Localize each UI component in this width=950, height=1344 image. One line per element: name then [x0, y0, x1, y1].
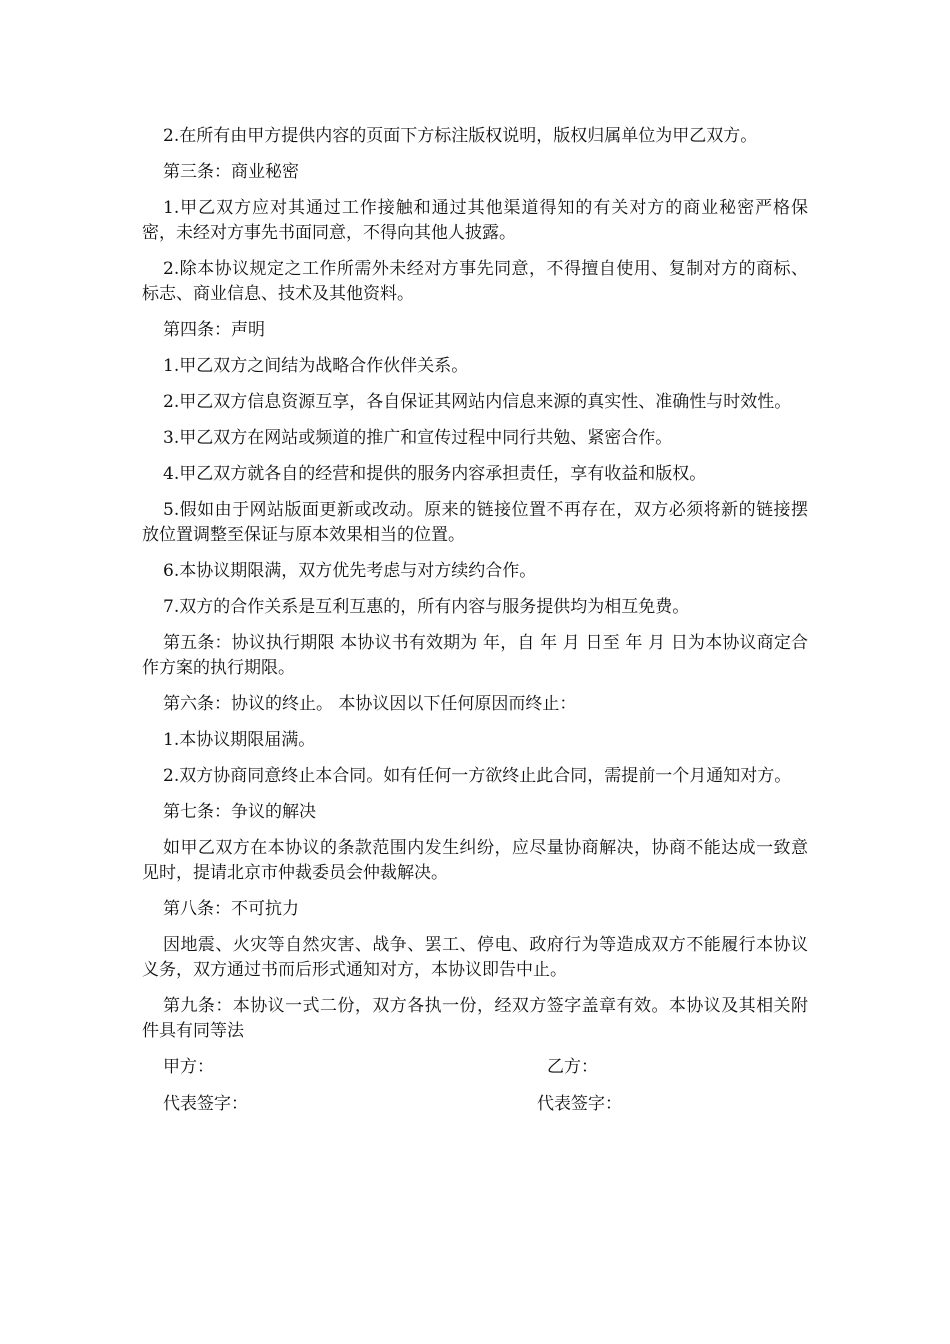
paragraph-mutual-termination: 2.双方协商同意终止本合同。如有任何一方欲终止此合同，需提前一个月通知对方。: [163, 766, 792, 786]
paragraph-force-majeure: 因地震、火灾等自然灾害、战争、罢工、停电、政府行为等造成双方不能履行本协议义务，双方通过书而后形式通知对方，本协议即告中止。: [142, 935, 808, 980]
article-6-termination: 第六条：协议的终止。 本协议因以下任何原因而终止：: [163, 694, 577, 714]
article-7-heading: 第七条：争议的解决: [163, 802, 316, 822]
paragraph-no-unauthorized-use: 2.除本协议规定之工作所需外未经对方事先同意，不得擅自使用、复制对方的商标、标志、商业信息、技术及其他资料。: [142, 259, 808, 304]
document-page: [142, 124, 808, 1129]
article-3-heading: 第三条：商业秘密: [163, 162, 299, 182]
party-b-label: 乙方：: [547, 1057, 598, 1077]
article-5-term: 第五条：协议执行期限 本协议书有效期为 年，自 年 月 日至 年 月 日为本协议商定合作方案的执行期限。: [142, 633, 808, 678]
article-4-heading: 第四条：声明: [163, 320, 265, 340]
representative-b-label: 代表签字：: [537, 1094, 622, 1114]
paragraph-mutual-benefit: 7.双方的合作关系是互利互惠的，所有内容与服务提供均为相互免费。: [163, 597, 690, 617]
paragraph-responsibility: 4.甲乙双方就各自的经营和提供的服务内容承担责任，享有收益和版权。: [163, 464, 707, 484]
paragraph-link-adjustment: 5.假如由于网站版面更新或改动。原来的链接位置不再存在，双方必须将新的链接摆放位置调整至保证与原本效果相当的位置。: [142, 500, 808, 545]
paragraph-term-expiry: 1.本协议期限届满。: [163, 730, 316, 750]
signature-representative-row: [142, 1092, 808, 1117]
paragraph-dispute-resolution: 如甲乙双方在本协议的条款范围内发生纠纷，应尽量协商解决，协商不能达成一致意见时，提请北京市仲裁委员会仲裁解决。: [142, 838, 808, 883]
signature-party-row: [142, 1055, 808, 1080]
paragraph-partnership: 1.甲乙双方之间结为战略合作伙伴关系。: [163, 356, 469, 376]
article-8-heading: 第八条：不可抗力: [163, 899, 299, 919]
paragraph-promotion: 3.甲乙双方在网站或频道的推广和宣传过程中同行共勉、紧密合作。: [163, 428, 673, 448]
representative-a-label: 代表签字：: [163, 1094, 248, 1114]
paragraph-confidentiality: 1.甲乙双方应对其通过工作接触和通过其他渠道得知的有关对方的商业秘密严格保密，未经对方事先书面同意，不得向其他人披露。: [142, 198, 808, 243]
article-9-copies: 第九条：本协议一式二份，双方各执一份，经双方签字盖章有效。本协议及其相关附件具有同等法: [142, 996, 808, 1041]
paragraph-renewal: 6.本协议期限满，双方优先考虑与对方续约合作。: [163, 561, 537, 581]
paragraph-copyright-notice: 2.在所有由甲方提供内容的页面下方标注版权说明，版权归属单位为甲乙双方。: [163, 126, 758, 146]
paragraph-resource-sharing: 2.甲乙双方信息资源互享，各自保证其网站内信息来源的真实性、准确性与时效性。: [163, 392, 792, 412]
party-a-label: 甲方：: [163, 1057, 214, 1077]
